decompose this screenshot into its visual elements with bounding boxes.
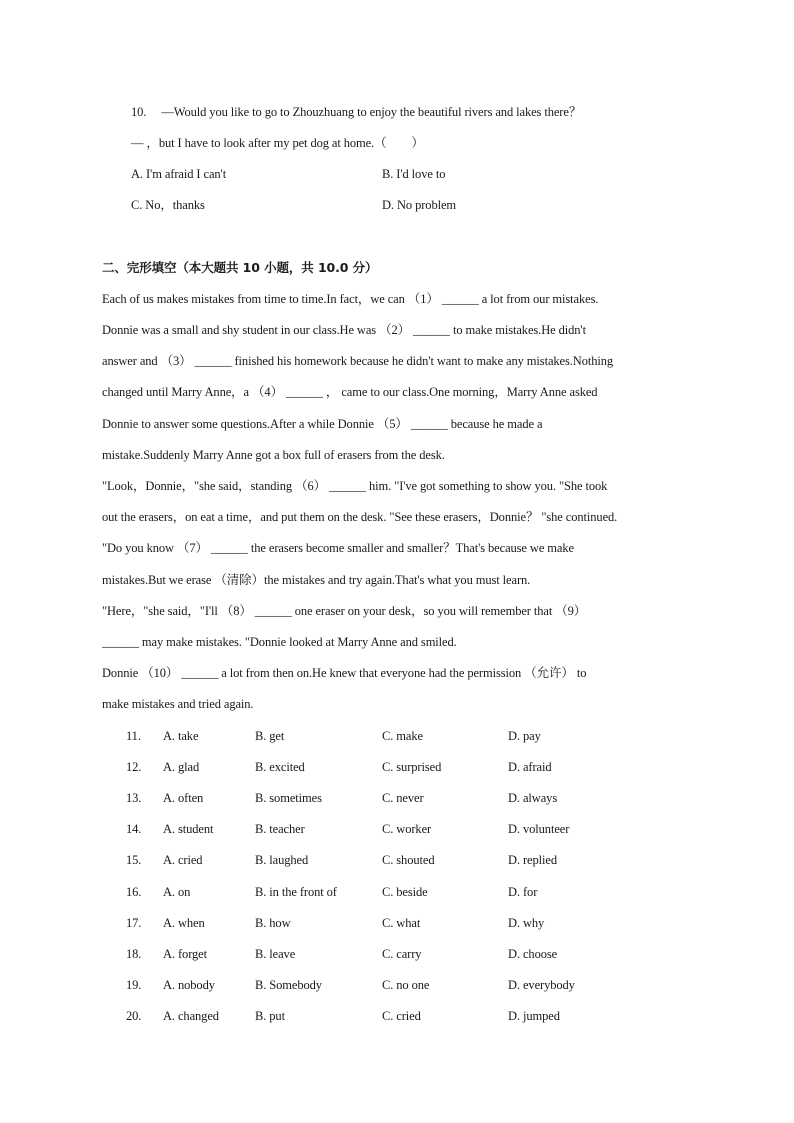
option-a[interactable]: A. student (163, 822, 214, 836)
option-c[interactable]: C. make (382, 729, 423, 743)
q10-number: 10. (131, 105, 147, 119)
option-b[interactable]: B. put (255, 1009, 285, 1023)
passage-line: ______ may make mistakes. "Donnie looked at Marry Anne and smiled. (102, 635, 457, 649)
q10-option-c[interactable]: C. No，thanks (131, 198, 205, 212)
option-c[interactable]: C. what (382, 916, 421, 930)
option-a[interactable]: A. nobody (163, 978, 215, 992)
section-heading: 二、完形填空（本大题共 10 小题，共 10.0 分） (102, 260, 378, 275)
option-d[interactable]: D. always (508, 791, 558, 805)
question-number: 11. (126, 729, 141, 743)
option-d[interactable]: D. everybody (508, 978, 575, 992)
question-number: 16. (126, 885, 142, 899)
option-c[interactable]: C. shouted (382, 853, 435, 867)
option-c[interactable]: C. cried (382, 1009, 421, 1023)
q10-option-a[interactable]: A. I'm afraid I can't (131, 167, 227, 181)
option-a[interactable]: A. when (163, 916, 205, 930)
option-c[interactable]: C. worker (382, 822, 432, 836)
q10-question-text: —Would you like to go to Zhouzhuang to enjoy the beautiful rivers and lakes there？ (161, 105, 582, 119)
option-a[interactable]: A. forget (163, 947, 207, 961)
question-number: 19. (126, 978, 142, 992)
option-c[interactable]: C. surprised (382, 760, 442, 774)
q10-option-b[interactable]: B. I'd love to (382, 167, 446, 181)
q10-question-line (131, 103, 581, 121)
option-d[interactable]: D. replied (508, 853, 557, 867)
option-b[interactable]: B. teacher (255, 822, 305, 836)
passage-line: out the erasers，on eat a time，and put them on the desk. "See these erasers，Donnie？ "she continued. (102, 510, 618, 524)
passage-line: "Do you know （7） ______ the erasers become smaller and smaller？That's because we make (102, 541, 574, 555)
option-d[interactable]: D. pay (508, 729, 541, 743)
option-b[interactable]: B. get (255, 729, 285, 743)
passage-line: mistake.Suddenly Marry Anne got a box full of erasers from the desk. (102, 448, 445, 462)
option-a[interactable]: A. changed (163, 1009, 219, 1023)
question-number: 15. (126, 853, 142, 867)
passage-line: Donnie （10） ______ a lot from then on.He knew that everyone had the permission （允许） to (102, 666, 587, 680)
option-d[interactable]: D. volunteer (508, 822, 570, 836)
option-b[interactable]: B. laughed (255, 853, 309, 867)
option-d[interactable]: D. why (508, 916, 545, 930)
question-number: 14. (126, 822, 142, 836)
option-d[interactable]: D. for (508, 885, 538, 899)
passage-line: changed until Marry Anne，a （4） ______ ， came to our class.One morning，Marry Anne asked (102, 385, 598, 399)
passage-line: make mistakes and tried again. (102, 697, 254, 711)
option-d[interactable]: D. choose (508, 947, 558, 961)
option-d[interactable]: D. afraid (508, 760, 552, 774)
question-number: 18. (126, 947, 142, 961)
option-a[interactable]: A. take (163, 729, 199, 743)
option-b[interactable]: B. Somebody (255, 978, 322, 992)
question-number: 13. (126, 791, 142, 805)
passage-line: "Look，Donnie，"she said，standing （6） ______ him. "I've got something to show you. "She took (102, 479, 608, 493)
passage-line: answer and （3） ______ finished his homework because he didn't want to make any mistakes.Nothing (102, 354, 614, 368)
passage-line: Each of us makes mistakes from time to time.In fact，we can （1） ______ a lot from our mistakes. (102, 292, 599, 306)
q10-answer-line: — ，but I have to look after my pet dog at home.（ ） (131, 136, 424, 150)
option-c[interactable]: C. no one (382, 978, 430, 992)
option-c[interactable]: C. beside (382, 885, 428, 899)
option-a[interactable]: A. glad (163, 760, 200, 774)
option-c[interactable]: C. carry (382, 947, 422, 961)
question-number: 20. (126, 1009, 142, 1023)
question-number: 12. (126, 760, 142, 774)
q10-option-d[interactable]: D. No problem (382, 198, 457, 212)
option-b[interactable]: B. in the front of (255, 885, 337, 899)
passage-line: Donnie to answer some questions.After a while Donnie （5） ______ because he made a (102, 417, 543, 431)
option-a[interactable]: A. often (163, 791, 204, 805)
option-b[interactable]: B. excited (255, 760, 305, 774)
passage-line: mistakes.But we erase （清除）the mistakes and try again.That's what you must learn. (102, 573, 531, 587)
passage-line: "Here，"she said，"I'll （8） ______ one eraser on your desk，so you will remember that （9） (102, 604, 587, 618)
option-a[interactable]: A. cried (163, 853, 203, 867)
option-a[interactable]: A. on (163, 885, 191, 899)
question-number: 17. (126, 916, 142, 930)
passage-line: Donnie was a small and shy student in our class.He was （2） ______ to make mistakes.He didn't (102, 323, 586, 337)
option-b[interactable]: B. leave (255, 947, 296, 961)
option-d[interactable]: D. jumped (508, 1009, 560, 1023)
option-b[interactable]: B. how (255, 916, 291, 930)
option-b[interactable]: B. sometimes (255, 791, 322, 805)
option-c[interactable]: C. never (382, 791, 424, 805)
